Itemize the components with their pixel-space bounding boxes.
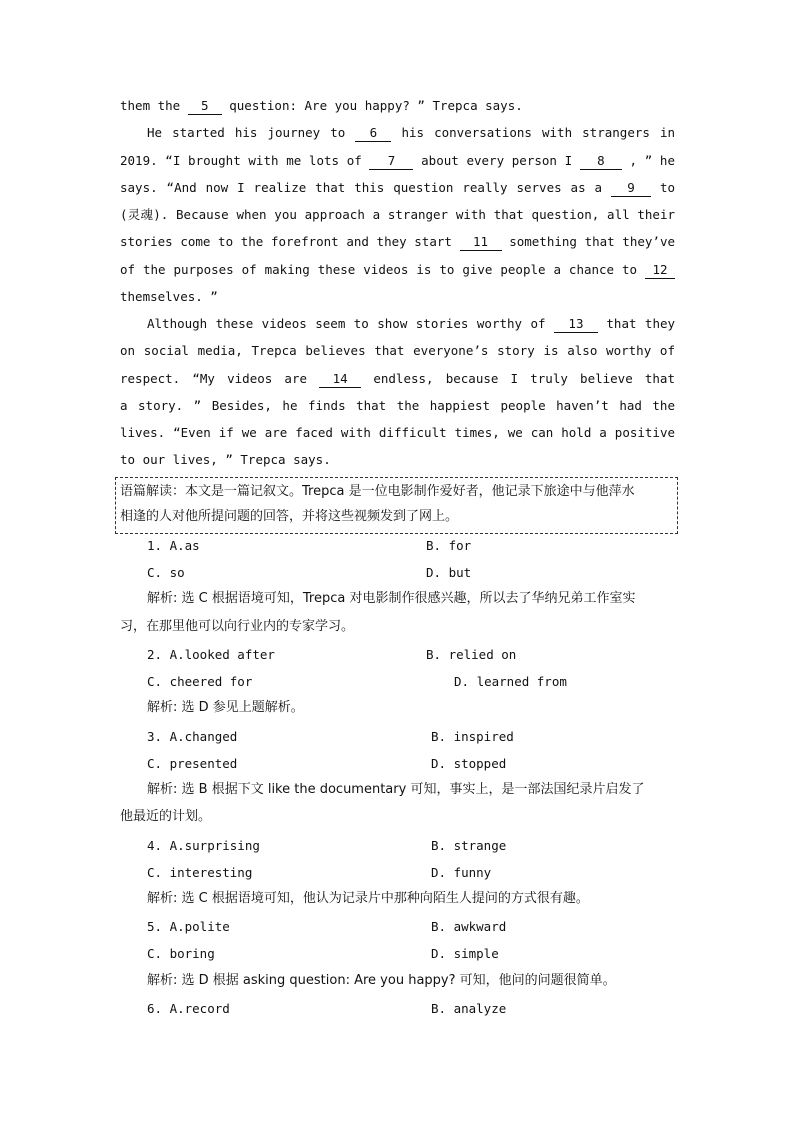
passage-text: says. “And now I realize that this question really serves as a xyxy=(120,180,611,195)
analysis-text: 解析: 选 D 根据 asking question: Are you happy? 可知，他问的问题很简单。 xyxy=(147,973,616,988)
option-a[interactable]: 1. A.as xyxy=(147,538,200,553)
option-b[interactable]: B. analyze xyxy=(431,1001,507,1016)
passage-text: 2019. “I brought with me lots of xyxy=(120,153,370,168)
option-b[interactable]: B. inspired xyxy=(431,729,514,744)
option-a[interactable]: 2. A.looked after xyxy=(147,647,275,662)
blank-11[interactable]: 11 xyxy=(460,234,502,251)
passage-line xyxy=(120,260,675,280)
option-b[interactable]: B. for xyxy=(426,538,472,553)
passage-text: question: Are you happy? ” Trepca says. xyxy=(221,98,523,113)
option-d[interactable]: D. but xyxy=(426,565,472,580)
option-a[interactable]: 3. A.changed xyxy=(147,729,238,744)
blank-7[interactable]: 7 xyxy=(369,153,413,170)
passage-text: about every person I xyxy=(421,153,580,168)
passage-text: themselves. ” xyxy=(120,289,218,304)
option-a[interactable]: 4. A.surprising xyxy=(147,838,260,853)
analysis-text: 解析: 选 C 根据语境可知，他认为记录片中那种向陌生人提问的方式很有趣。 xyxy=(147,891,589,906)
blank-9[interactable]: 9 xyxy=(611,180,651,197)
option-a[interactable]: 5. A.polite xyxy=(147,919,230,934)
passage-text: He started his journey to xyxy=(147,125,356,140)
summary-line: 语篇解读：本文是一篇记叙文。Trepca 是一位电影制作爱好者，他记录下旅途中与他萍水 xyxy=(120,484,635,499)
option-b[interactable]: B. awkward xyxy=(431,919,507,934)
passage-text: to xyxy=(659,180,675,195)
blank-14[interactable]: 14 xyxy=(319,371,361,388)
passage-text: stories come to the forefront and they start xyxy=(120,234,460,249)
analysis-text: 他最近的计划。 xyxy=(120,809,212,824)
option-d[interactable]: D. stopped xyxy=(431,756,507,771)
passage-text: lives. “Even if we are faced with difficult times, we can hold a positive xyxy=(120,425,675,440)
passage-text: them the xyxy=(120,98,188,113)
analysis-text: 解析: 选 B 根据下文 like the documentary 可知，事实上，是一部法国纪录片启发了 xyxy=(147,782,645,797)
passage-line xyxy=(120,178,675,198)
passage-text: of the purposes of making these videos is to give people a chance to xyxy=(120,262,645,277)
option-c[interactable]: C. so xyxy=(147,565,185,580)
blank-13[interactable]: 13 xyxy=(554,316,598,333)
passage-text: Although these videos seem to show stories worthy of xyxy=(147,316,554,331)
passage-text: a story. ” Besides, he finds that the happiest people haven’t had the xyxy=(120,398,675,413)
blank-8[interactable]: 8 xyxy=(580,153,622,170)
blank-12[interactable]: 12 xyxy=(645,262,675,279)
analysis-text: 习，在那里他可以向行业内的专家学习。 xyxy=(120,619,355,634)
passage-line xyxy=(120,232,675,252)
option-c[interactable]: C. interesting xyxy=(147,865,253,880)
passage-text: something that they’ve xyxy=(509,234,675,249)
passage-line xyxy=(120,341,675,361)
passage-line xyxy=(120,96,675,116)
option-d[interactable]: D. learned from xyxy=(454,674,567,689)
passage-text: (灵魂). Because when you approach a stranger with that question, all their xyxy=(120,207,675,222)
passage-line xyxy=(120,287,675,307)
option-b[interactable]: B. relied on xyxy=(426,647,517,662)
blank-5[interactable]: 5 xyxy=(188,98,222,115)
passage-text: endless, because I truly believe that xyxy=(373,371,675,386)
option-c[interactable]: C. presented xyxy=(147,756,238,771)
passage-line xyxy=(120,423,675,443)
passage-text: to our lives, ” Trepca says. xyxy=(120,452,331,467)
passage-line xyxy=(120,450,675,470)
summary-line: 相逢的人对他所提问题的回答，并将这些视频发到了网上。 xyxy=(120,509,459,524)
option-d[interactable]: D. funny xyxy=(431,865,492,880)
passage-text: that they xyxy=(606,316,675,331)
passage-line xyxy=(120,396,675,416)
passage-line xyxy=(120,205,675,225)
option-d[interactable]: D. simple xyxy=(431,946,499,961)
option-a[interactable]: 6. A.record xyxy=(147,1001,230,1016)
analysis-text: 解析: 选 C 根据语境可知，Trepca 对电影制作很感兴趣，所以去了华纳兄弟工作室实 xyxy=(147,591,636,606)
option-b[interactable]: B. strange xyxy=(431,838,507,853)
analysis-text: 解析: 选 D 参见上题解析。 xyxy=(147,700,304,715)
passage-text: his conversations with strangers in xyxy=(401,125,675,140)
summary-box xyxy=(115,477,678,534)
option-c[interactable]: C. cheered for xyxy=(147,674,253,689)
passage-text: on social media, Trepca believes that everyone’s story is also worthy of xyxy=(120,343,675,358)
passage-line xyxy=(120,369,675,389)
passage-line xyxy=(120,151,675,171)
passage-line xyxy=(120,314,675,334)
passage-text: , ” he xyxy=(629,153,675,168)
option-c[interactable]: C. boring xyxy=(147,946,215,961)
passage-text: respect. “My videos are xyxy=(120,371,320,386)
blank-6[interactable]: 6 xyxy=(355,125,391,142)
passage-line xyxy=(120,123,675,143)
